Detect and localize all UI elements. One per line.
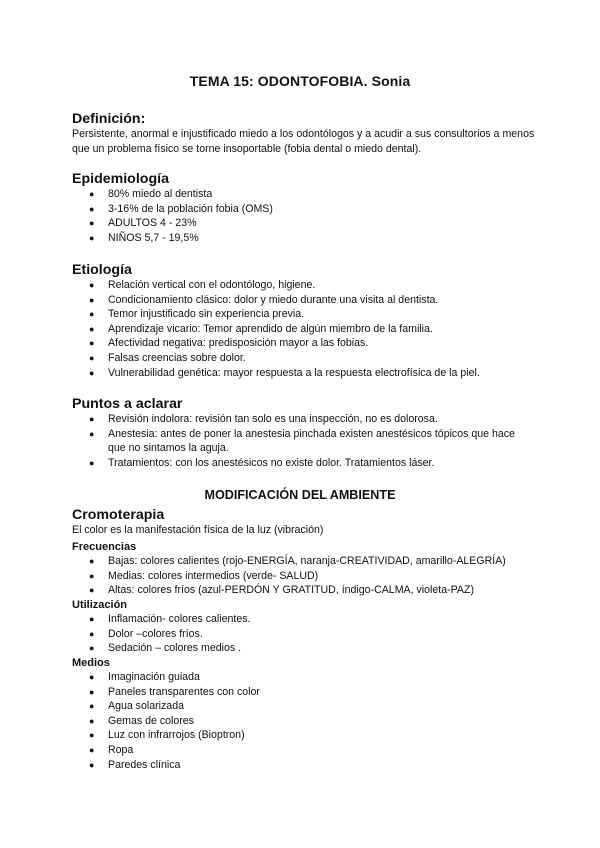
list-item: ● Gemas de colores bbox=[89, 714, 194, 727]
list-item: ● Revisión indolora: revisión tan solo es una inspección, no es dolorosa. bbox=[89, 413, 438, 425]
medios-list bbox=[72, 670, 542, 772]
list-item: ● Condicionamiento clásico: dolor y miedo durante una visita al dentista. bbox=[89, 293, 439, 306]
bullet-icon: ● bbox=[89, 352, 95, 363]
etiologia-heading: Etiología bbox=[72, 262, 132, 278]
bullet-icon: ● bbox=[89, 189, 95, 199]
bullet-icon: ● bbox=[89, 232, 95, 243]
bullet-icon: ● bbox=[89, 759, 95, 770]
cromoterapia-intro: El color es la manifestación física de la luz (vibración) bbox=[72, 524, 324, 536]
bullet-icon: ● bbox=[89, 628, 95, 639]
list-item: ● Relación vertical con el odontólogo, higiene. bbox=[89, 279, 316, 291]
list-item: ● Medias: colores intermedios (verde- SALUD) bbox=[89, 569, 319, 582]
definicion-text: Persistente, anormal e injustificado miedo a los odontólogos y a acudir a sus consultorios a menos que un problema físico se torne insoportable (fobia dental o miedo dental). bbox=[72, 128, 535, 155]
list-item: ● Paneles transparentes con color bbox=[89, 685, 260, 698]
epidemiologia-list bbox=[72, 187, 542, 245]
list-item: ● Dolor –colores fríos. bbox=[89, 627, 203, 640]
list-item: ● Temor injustificado sin experiencia previa. bbox=[89, 308, 305, 321]
bullet-icon: ● bbox=[89, 556, 95, 566]
bullet-icon: ● bbox=[89, 570, 95, 581]
epidemiologia-heading: Epidemiología bbox=[72, 171, 169, 187]
bullet-icon: ● bbox=[89, 280, 95, 290]
list-item: ● Luz con infrarrojos (Bioptron) bbox=[89, 729, 245, 742]
list-item: ● 80% miedo al dentista bbox=[89, 188, 213, 200]
modificacion-heading: MODIFICACIÓN DEL AMBIENTE bbox=[204, 488, 396, 502]
list-item: ● Vulnerabilidad genética: mayor respuesta a la respuesta electrofísica de la piel. bbox=[89, 366, 480, 379]
page-title: TEMA 15: ODONTOFOBIA. Sonia bbox=[189, 73, 411, 89]
list-item: ● Afectividad negativa: predisposición mayor a las fobias. bbox=[89, 337, 369, 350]
bullet-icon: ● bbox=[89, 715, 95, 726]
bullet-icon: ● bbox=[89, 686, 95, 697]
utilizacion-heading: Utilización bbox=[72, 599, 128, 611]
list-item: ● Aprendizaje vicario: Temor aprendido de algún miembro de la familia. bbox=[89, 322, 433, 335]
bullet-icon: ● bbox=[89, 744, 95, 755]
list-item: ● Anestesia: antes de poner la anestesia pinchada existen anestésicos tópicos que hace que no sintamos la aguja. bbox=[89, 427, 515, 455]
bullet-icon: ● bbox=[89, 585, 95, 596]
list-item: ● Agua solarizada bbox=[89, 700, 184, 713]
list-item: ● Falsas creencias sobre dolor. bbox=[89, 351, 246, 364]
definicion-heading: Definición: bbox=[72, 111, 146, 127]
bullet-icon: ● bbox=[89, 309, 95, 320]
bullet-icon: ● bbox=[89, 457, 95, 468]
bullet-icon: ● bbox=[89, 203, 95, 214]
list-item: ● NIÑOS 5,7 - 19,5% bbox=[89, 231, 199, 244]
list-item: ● Sedación – colores medios . bbox=[89, 642, 242, 655]
list-item: ● Bajas: colores calientes (rojo-ENERGÍA, naranja-CREATIVIDAD, amarillo-ALEGRÍA) bbox=[89, 555, 506, 567]
medios-heading: Medios bbox=[72, 657, 110, 669]
bullet-icon: ● bbox=[89, 218, 95, 229]
bullet-icon: ● bbox=[89, 643, 95, 654]
cromoterapia-heading: Cromoterapia bbox=[72, 507, 165, 523]
puntos-list bbox=[72, 412, 532, 470]
bullet-icon: ● bbox=[89, 428, 95, 439]
bullet-icon: ● bbox=[89, 672, 95, 682]
bullet-icon: ● bbox=[89, 338, 95, 349]
frecuencias-heading: Frecuencias bbox=[72, 541, 137, 553]
bullet-icon: ● bbox=[89, 294, 95, 305]
bullet-icon: ● bbox=[89, 367, 95, 378]
list-item: ● 3-16% de la población fobia (OMS) bbox=[89, 202, 273, 215]
list-item: ● Altas: colores fríos (azul-PERDÓN Y GRATITUD, índigo-CALMA, violeta-PAZ) bbox=[89, 584, 474, 597]
frecuencias-list bbox=[72, 554, 542, 598]
bullet-icon: ● bbox=[89, 414, 95, 424]
puntos-heading: Puntos a aclarar bbox=[72, 396, 183, 412]
list-item: ● Paredes clínica bbox=[89, 758, 181, 771]
bullet-icon: ● bbox=[89, 730, 95, 741]
list-item: ● Inflamación- colores calientes. bbox=[89, 613, 251, 625]
list-item: ● ADULTOS 4 - 23% bbox=[89, 217, 197, 230]
list-item: ● Imaginación guiada bbox=[89, 671, 200, 683]
list-item: ● Tratamientos: con los anestésicos no existe dolor. Tratamientos láser. bbox=[89, 456, 435, 469]
etiologia-list bbox=[72, 278, 542, 380]
list-item: ● Ropa bbox=[89, 743, 134, 756]
utilizacion-list bbox=[72, 612, 542, 656]
bullet-icon: ● bbox=[89, 614, 95, 624]
bullet-icon: ● bbox=[89, 323, 95, 334]
bullet-icon: ● bbox=[89, 701, 95, 712]
